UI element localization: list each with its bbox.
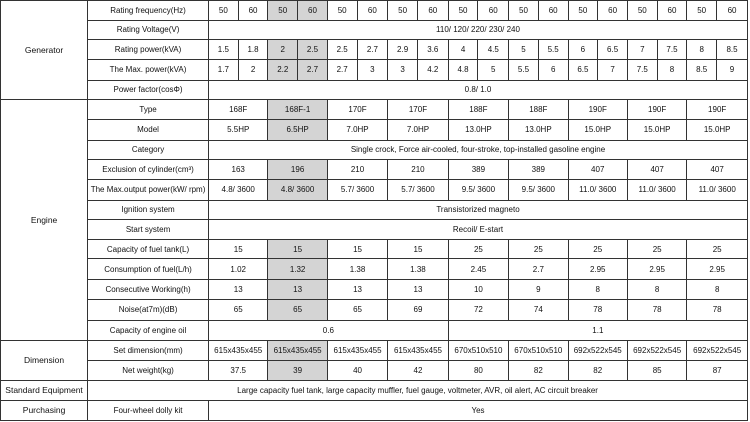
fuel-tank-cell: 15 [327,239,387,259]
cylinder-cell: 163 [209,160,268,180]
working-hours-cell: 13 [268,280,327,300]
rating-power-cell: 5 [509,40,539,60]
section-engine-label: Engine [1,100,88,341]
rating-power-cell: 5.5 [538,40,568,60]
working-hours-cell: 8 [568,280,627,300]
rating-power-cell: 1.5 [209,40,239,60]
cylinder-cell: 210 [327,160,387,180]
freq-cell: 60 [478,1,509,21]
ignition-value: Transistorized magneto [209,200,748,220]
table-row [1,40,748,60]
start-system-value: Recoil/ E-start [209,220,748,240]
fuel-consumption-cell: 1.38 [327,259,387,280]
noise-cell: 78 [627,299,686,320]
row-label-category: Category [88,140,209,160]
set-dimension-cell: 692x522x545 [568,341,627,361]
max-power-cell: 2.7 [327,59,357,80]
table-row [1,220,748,240]
engine-model-cell: 15.0HP [568,119,627,140]
fuel-tank-cell: 15 [209,239,268,259]
rating-power-cell: 2.7 [357,40,388,60]
freq-cell: 60 [298,1,328,21]
net-weight-cell: 37.5 [209,360,268,380]
freq-cell: 60 [238,1,268,21]
set-dimension-cell: 692x522x545 [627,341,686,361]
row-label-pf: Power factor(cosΦ) [88,80,209,100]
working-hours-cell: 13 [388,280,448,300]
rating-power-cell: 4 [448,40,478,60]
fuel-consumption-cell: 1.38 [388,259,448,280]
noise-cell: 69 [388,299,448,320]
rating-power-cell: 2.5 [298,40,328,60]
net-weight-cell: 85 [627,360,686,380]
max-output-cell: 5.7/ 3600 [327,179,387,200]
noise-cell: 78 [568,299,627,320]
net-weight-cell: 39 [268,360,327,380]
rating-power-cell: 7 [627,40,657,60]
freq-cell: 50 [509,1,539,21]
working-hours-cell: 13 [209,280,268,300]
row-label-rating-power: Rating power(kVA) [88,40,209,60]
set-dimension-cell: 670x510x510 [448,341,508,361]
category-value: Single crock, Force air-cooled, four-stroke, top-installed gasoline engine [209,140,748,160]
max-power-cell: 8.5 [687,59,717,80]
engine-type-cell: 188F [509,100,568,120]
fuel-consumption-cell: 2.45 [448,259,508,280]
table-row [1,299,748,320]
max-power-cell: 2.7 [298,59,328,80]
fuel-tank-cell: 15 [388,239,448,259]
cylinder-cell: 210 [388,160,448,180]
engine-model-cell: 13.0HP [448,119,508,140]
row-label-model: Model [88,119,209,140]
engine-model-cell: 13.0HP [509,119,568,140]
noise-cell: 65 [327,299,387,320]
net-weight-cell: 42 [388,360,448,380]
max-power-cell: 1.7 [209,59,239,80]
cylinder-cell: 407 [627,160,686,180]
noise-cell: 65 [209,299,268,320]
net-weight-cell: 82 [509,360,568,380]
engine-type-cell: 190F [687,100,748,120]
max-power-cell: 3 [357,59,388,80]
fuel-consumption-cell: 2.7 [509,259,568,280]
table-row [1,160,748,180]
fuel-tank-cell: 25 [687,239,748,259]
fuel-consumption-cell: 1.32 [268,259,327,280]
rating-power-cell: 2.9 [388,40,418,60]
table-row [1,239,748,259]
max-output-cell: 11.0/ 3600 [687,179,748,200]
net-weight-cell: 80 [448,360,508,380]
max-power-cell: 7.5 [627,59,657,80]
table-row [1,140,748,160]
row-label-ignition: Ignition system [88,200,209,220]
max-output-cell: 11.0/ 3600 [627,179,686,200]
max-output-cell: 11.0/ 3600 [568,179,627,200]
max-power-cell: 4.8 [448,59,478,80]
max-power-cell: 8 [657,59,687,80]
row-label-cyl: Exclusion of cylinder(cm³) [88,160,209,180]
max-output-cell: 9.5/ 3600 [509,179,568,200]
noise-cell: 65 [268,299,327,320]
working-hours-cell: 13 [327,280,387,300]
row-label-voltage: Rating Voltage(V) [88,20,209,40]
set-dimension-cell: 670x510x510 [509,341,568,361]
table-row [1,119,748,140]
net-weight-cell: 40 [327,360,387,380]
max-power-cell: 3 [388,59,418,80]
engine-model-cell: 5.5HP [209,119,268,140]
engine-type-cell: 170F [327,100,387,120]
fuel-consumption-cell: 2.95 [687,259,748,280]
noise-cell: 72 [448,299,508,320]
engine-model-cell: 6.5HP [268,119,327,140]
working-hours-cell: 10 [448,280,508,300]
max-power-cell: 4.2 [417,59,448,80]
row-label-max-power: The Max. power(kVA) [88,59,209,80]
freq-cell: 50 [627,1,657,21]
engine-model-cell: 7.0HP [327,119,387,140]
freq-cell: 60 [598,1,628,21]
set-dimension-cell: 615x435x455 [268,341,327,361]
engine-oil-cell: 0.6 [209,320,449,341]
row-label-start: Start system [88,220,209,240]
working-hours-cell: 8 [687,280,748,300]
max-power-cell: 2.2 [268,59,298,80]
cylinder-cell: 407 [568,160,627,180]
table-row [1,280,748,300]
rating-power-cell: 8 [687,40,717,60]
net-weight-cell: 82 [568,360,627,380]
set-dimension-cell: 615x435x455 [327,341,387,361]
fuel-consumption-cell: 2.95 [568,259,627,280]
cylinder-cell: 407 [687,160,748,180]
engine-model-cell: 7.0HP [388,119,448,140]
fuel-tank-cell: 25 [627,239,686,259]
engine-model-cell: 15.0HP [687,119,748,140]
max-output-cell: 4.8/ 3600 [209,179,268,200]
engine-model-cell: 15.0HP [627,119,686,140]
row-label-set: Set dimension(mm) [88,341,209,361]
fuel-consumption-cell: 1.02 [209,259,268,280]
rating-power-cell: 8.5 [717,40,748,60]
engine-oil-cell: 1.1 [448,320,747,341]
max-output-cell: 5.7/ 3600 [388,179,448,200]
row-label-tank: Capacity of fuel tank(L) [88,239,209,259]
freq-cell: 50 [687,1,717,21]
working-hours-cell: 8 [627,280,686,300]
purchasing-item-label: Four-wheel dolly kit [88,401,209,421]
cylinder-cell: 389 [509,160,568,180]
freq-cell: 60 [717,1,748,21]
rating-power-cell: 6.5 [598,40,628,60]
rating-power-cell: 6 [568,40,598,60]
max-power-cell: 2 [238,59,268,80]
voltage-value: 110/ 120/ 220/ 230/ 240 [209,20,748,40]
max-power-cell: 6.5 [568,59,598,80]
section-purchasing-label: Purchasing [1,401,88,421]
table-row [1,320,748,341]
table-row [1,341,748,361]
section-dimension-label: Dimension [1,341,88,380]
max-output-cell: 4.8/ 3600 [268,179,327,200]
table-row [1,401,748,421]
freq-cell: 50 [209,1,239,21]
rating-power-cell: 7.5 [657,40,687,60]
freq-cell: 60 [538,1,568,21]
max-power-cell: 5.5 [509,59,539,80]
rating-power-cell: 2 [268,40,298,60]
noise-cell: 74 [509,299,568,320]
row-label-working: Consecutive Working(h) [88,280,209,300]
table-row [1,200,748,220]
set-dimension-cell: 615x435x455 [209,341,268,361]
engine-type-cell: 168F-1 [268,100,327,120]
row-label-type: Type [88,100,209,120]
purchasing-value: Yes [209,401,748,421]
engine-type-cell: 168F [209,100,268,120]
freq-cell: 50 [448,1,478,21]
table-row [1,259,748,280]
table-row [1,80,748,100]
working-hours-cell: 9 [509,280,568,300]
fuel-consumption-cell: 2.95 [627,259,686,280]
section-generator-label: Generator [1,1,88,100]
max-output-cell: 9.5/ 3600 [448,179,508,200]
table-row [1,20,748,40]
net-weight-cell: 87 [687,360,748,380]
freq-cell: 50 [268,1,298,21]
freq-cell: 60 [657,1,687,21]
power-factor-value: 0.8/ 1.0 [209,80,748,100]
row-label-maxout: The Max.output power(kW/ rpm) [88,179,209,200]
table-row [1,100,748,120]
fuel-tank-cell: 25 [448,239,508,259]
engine-type-cell: 188F [448,100,508,120]
cylinder-cell: 196 [268,160,327,180]
freq-cell: 60 [417,1,448,21]
table-row [1,360,748,380]
engine-type-cell: 190F [568,100,627,120]
fuel-tank-cell: 15 [268,239,327,259]
row-label-freq: Rating frequency(Hz) [88,1,209,21]
set-dimension-cell: 692x522x545 [687,341,748,361]
max-power-cell: 7 [598,59,628,80]
section-standard-label: Standard Equipment [1,380,88,401]
standard-equipment-value: Large capacity fuel tank, large capacity muffler, fuel gauge, voltmeter, AVR, oil alert, AC circuit breaker [88,380,748,401]
table-row [1,380,748,401]
freq-cell: 60 [357,1,388,21]
engine-type-cell: 190F [627,100,686,120]
noise-cell: 78 [687,299,748,320]
row-label-oil: Capacity of engine oil [88,320,209,341]
fuel-tank-cell: 25 [509,239,568,259]
rating-power-cell: 2.5 [327,40,357,60]
engine-type-cell: 170F [388,100,448,120]
rating-power-cell: 1.8 [238,40,268,60]
table-row [1,1,748,21]
cylinder-cell: 389 [448,160,508,180]
freq-cell: 50 [568,1,598,21]
freq-cell: 50 [388,1,418,21]
max-power-cell: 5 [478,59,509,80]
rating-power-cell: 3.6 [417,40,448,60]
max-power-cell: 6 [538,59,568,80]
row-label-consumption: Consumption of fuel(L/h) [88,259,209,280]
freq-cell: 50 [327,1,357,21]
row-label-weight: Net weight(kg) [88,360,209,380]
table-row [1,179,748,200]
table-row [1,59,748,80]
set-dimension-cell: 615x435x455 [388,341,448,361]
row-label-noise: Noise(at7m)(dB) [88,299,209,320]
max-power-cell: 9 [717,59,748,80]
rating-power-cell: 4.5 [478,40,509,60]
fuel-tank-cell: 25 [568,239,627,259]
